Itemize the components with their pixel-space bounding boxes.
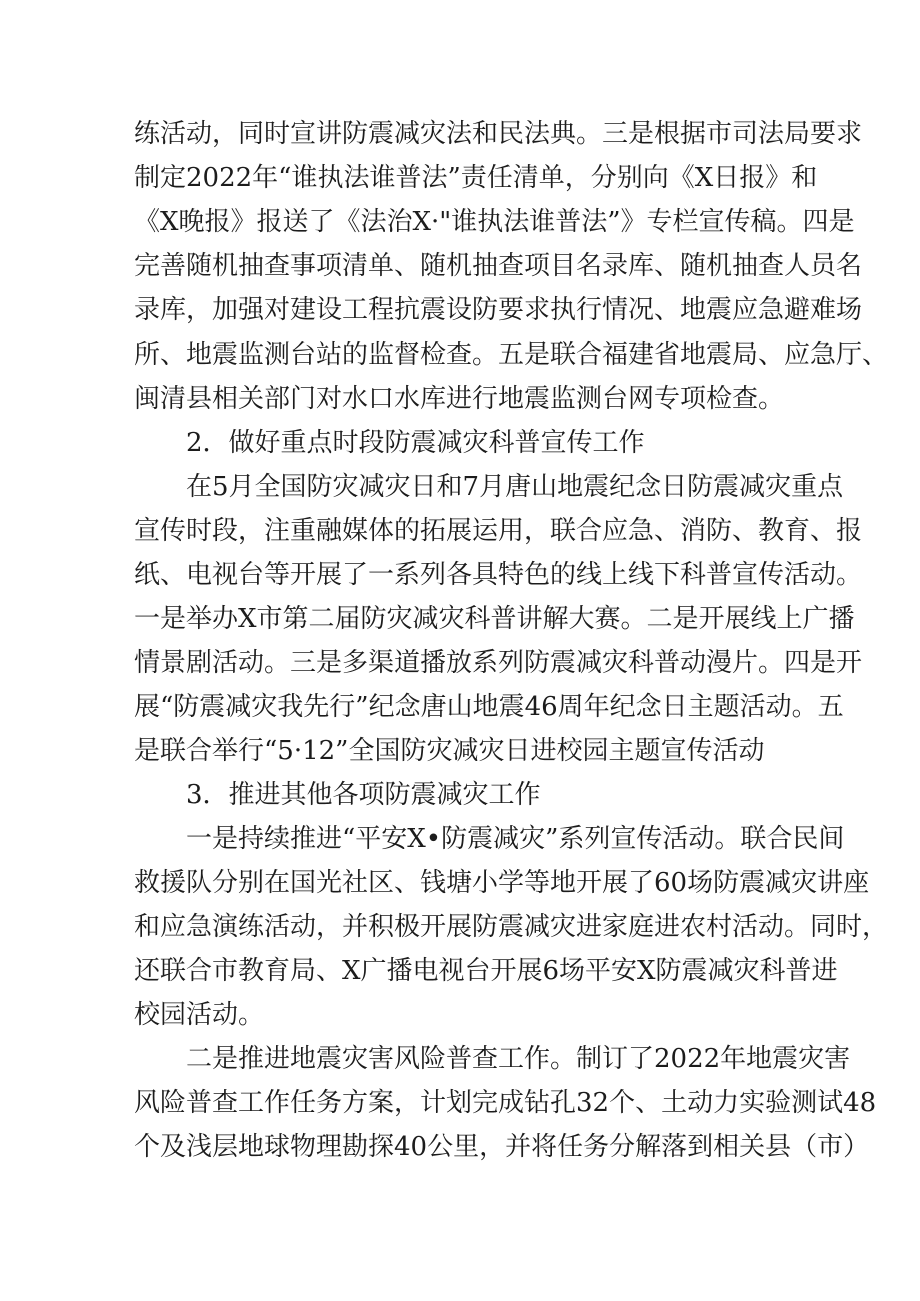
- body-text-line: 和应急演练活动，并积极开展防震减灾进家庭进农村活动。同时，: [134, 912, 889, 942]
- paragraph-first-line: 在5月全国防灾减灾日和7月唐山地震纪念日防震减灾重点: [186, 472, 844, 502]
- body-text-line: 闽清县相关部门对水口水库进行地震监测台网专项检查。: [134, 384, 785, 414]
- body-text-line: 风险普查工作任务方案，计划完成钻孔32个、土动力实验测试48: [134, 1088, 877, 1118]
- body-text-line: 《X晚报》报送了《法治X·"谁执法谁普法”》专栏宣传稿。四是: [134, 207, 855, 237]
- body-text-line: 所、地震监测台站的监督检查。五是联合福建省地震局、应急厅、: [134, 340, 889, 370]
- paragraph-first-line: 二是推进地震灾害风险普查工作。制订了2022年地震灾害: [186, 1044, 851, 1074]
- body-text-line: 制定2022年“谁执法谁普法”责任清单，分别向《X日报》和: [134, 163, 818, 193]
- body-text-line: 练活动，同时宣讲防震减灾法和民法典。三是根据市司法局要求: [134, 119, 863, 149]
- section-heading: 2．做好重点时段防震减灾科普宣传工作: [186, 428, 645, 458]
- body-text-line: 校园活动。: [134, 1000, 265, 1030]
- body-text-line: 完善随机抽查事项清单、随机抽查项目名录库、随机抽查人员名: [134, 251, 863, 281]
- paragraph-first-line: 一是持续推进“平安X•防震减灾”系列宣传活动。联合民间: [186, 824, 845, 854]
- body-text-line: 展“防震减灾我先行”纪念唐山地震46周年纪念日主题活动。五: [134, 692, 844, 722]
- body-text-line: 救援队分别在国光社区、钱塘小学等地开展了60场防震减灾讲座: [134, 868, 870, 898]
- body-text-line: 情景剧活动。三是多渠道播放系列防震减灾科普动漫片。四是开: [134, 648, 863, 678]
- body-text-line: 纸、电视台等开展了一系列各具特色的线上线下科普宣传活动。: [134, 560, 863, 590]
- body-text-line: 个及浅层地球物理勘探40公里，并将任务分解落到相关县（市）: [134, 1132, 870, 1162]
- body-text-line: 录库，加强对建设工程抗震设防要求执行情况、地震应急避难场: [134, 295, 863, 325]
- body-text-line: 还联合市教育局、X广播电视台开展6场平安X防震减灾科普进: [134, 956, 838, 986]
- body-text-line: 一是举办X市第二届防灾减灾科普讲解大赛。二是开展线上广播: [134, 604, 855, 634]
- section-heading: 3．推进其他各项防震减灾工作: [186, 780, 541, 810]
- body-text-line: 宣传时段，注重融媒体的拓展运用，联合应急、消防、教育、报: [134, 516, 863, 546]
- body-text-line: 是联合举行“5·12”全国防灾减灾日进校园主题宣传活动: [134, 736, 765, 766]
